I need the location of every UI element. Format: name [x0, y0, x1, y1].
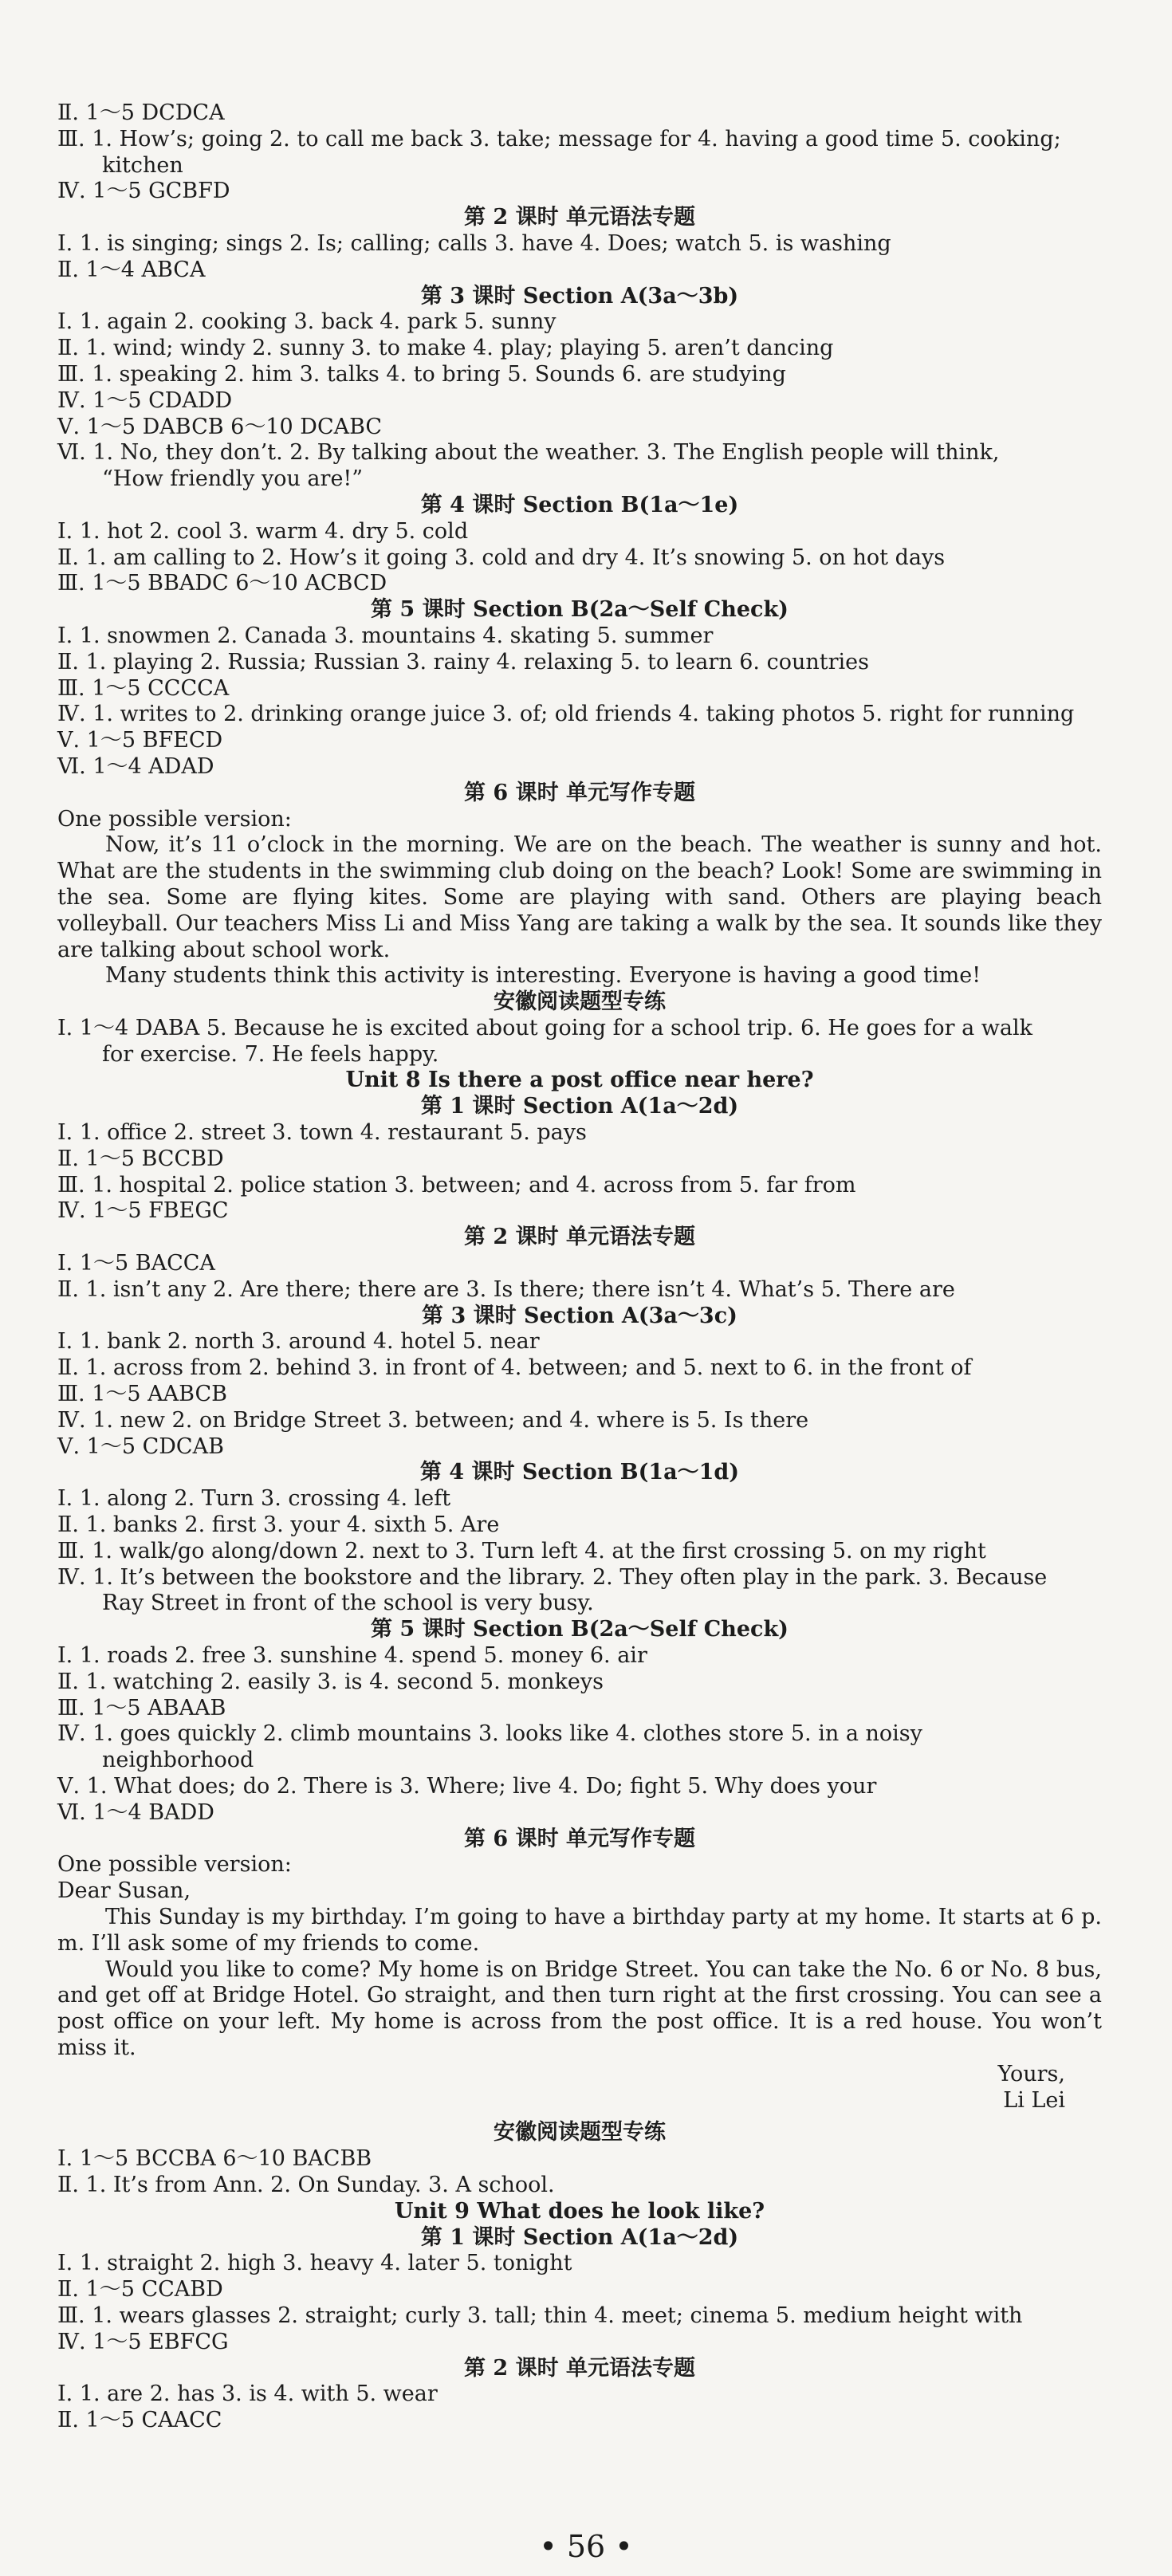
section-heading: 安徽阅读题型专练	[494, 2120, 666, 2145]
section-heading: 第 6 课时 单元写作专题	[464, 780, 695, 805]
answer-key-page	[57, 100, 1102, 2434]
essay-paragraph: Now, it’s 11 o’clock in the morning. We are on the beach. The weather is sunny and hot. What are the students in the swimming club doing on the beach? Look! Some are swimming in the sea. Some are flying kites. Some are playing with sand. Others are playing beach volleyball. Our teachers Miss Li and Miss Yang are taking a walk by the sea. It sounds like they are talking about school work.	[57, 832, 1102, 962]
answer-line: Ⅰ. 1. snowmen 2. Canada 3. mountains 4. skating 5. summer	[57, 623, 714, 648]
answer-line: One possible version:	[57, 1852, 292, 1878]
answer-line: Ⅱ. 1～5 BCCBD	[57, 1146, 224, 1171]
answer-line: Li Lei	[1003, 2087, 1065, 2113]
answer-line: Ⅱ. 1. playing 2. Russia; Russian 3. rainy 4. relaxing 5. to learn 6. countries	[57, 649, 869, 674]
section-heading: 第 5 课时 Section B(2a～Self Check)	[371, 597, 789, 623]
answer-line: Ⅳ. 1. new 2. on Bridge Street 3. between; and 4. where is 5. Is there	[57, 1407, 809, 1433]
answer-line: Ⅱ. 1. isn’t any 2. Are there; there are 3. Is there; there isn’t 4. What’s 5. There are	[57, 1276, 955, 1302]
answer-line: Ⅱ. 1. am calling to 2. How’s it going 3. cold and dry 4. It’s snowing 5. on hot days	[57, 545, 946, 570]
answer-line: Ⅴ. 1～5 CDCAB	[57, 1434, 224, 1459]
answer-line: Ⅰ. 1. are 2. has 3. is 4. with 5. wear	[57, 2381, 438, 2407]
answer-line: Ⅲ. 1～5 ABAAB	[57, 1695, 226, 1721]
answer-line: Ⅰ. 1～5 BCCBA 6～10 BACBB	[57, 2146, 372, 2172]
essay-paragraph: Many students think this activity is interesting. Everyone is having a good time!	[105, 963, 981, 989]
answer-line: “How friendly you are!”	[102, 466, 364, 492]
answer-line: Ⅴ. 1～5 BFECD	[57, 728, 223, 753]
section-heading: 第 3 课时 Section A(3a～3c)	[422, 1303, 737, 1328]
answer-line: Ⅳ. 1. goes quickly 2. climb mountains 3. looks like 4. clothes store 5. in a noisy	[57, 1721, 922, 1747]
answer-line: Ⅲ. 1. wears glasses 2. straight; curly 3. tall; thin 4. meet; cinema 5. medium height with	[57, 2303, 1023, 2328]
answer-line: Ⅳ. 1～5 CDADD	[57, 387, 233, 413]
answer-line: for exercise. 7. He feels happy.	[102, 1041, 439, 1067]
answer-line: Ⅲ. 1. walk/go along/down 2. next to 3. Turn left 4. at the first crossing 5. on my right	[57, 1538, 986, 1563]
section-heading: Unit 9 What does he look like?	[394, 2198, 765, 2224]
answer-line: Ⅰ. 1. is singing; sings 2. Is; calling; calls 3. have 4. Does; watch 5. is washing	[57, 230, 891, 256]
answer-line: Ⅳ. 1. writes to 2. drinking orange juice 3. of; old friends 4. taking photos 5. right for running	[57, 702, 1075, 727]
answer-line: Ⅱ. 1. across from 2. behind 3. in front of 4. between; and 5. next to 6. in the front of	[57, 1355, 972, 1381]
section-heading: 第 6 课时 单元写作专题	[464, 1826, 695, 1851]
section-heading: 第 4 课时 Section B(1a～1e)	[420, 492, 739, 517]
answer-line: Ⅵ. 1～4 ADAD	[57, 753, 214, 779]
answer-line: Ⅳ. 1～5 FBEGC	[57, 1198, 229, 1224]
answer-line: Ⅴ. 1. What does; do 2. There is 3. Where; live 4. Do; fight 5. Why does your	[57, 1774, 877, 1799]
answer-line: kitchen	[102, 152, 183, 178]
section-heading: 第 2 课时 单元语法专题	[464, 2355, 695, 2381]
answer-line: Ⅰ. 1. bank 2. north 3. around 4. hotel 5. near	[57, 1329, 540, 1355]
answer-line: Ⅳ. 1～5 GCBFD	[57, 179, 230, 204]
answer-line: neighborhood	[102, 1748, 254, 1773]
answer-line: Ⅱ. 1. banks 2. first 3. your 4. sixth 5. Are	[57, 1512, 500, 1538]
section-heading: Unit 8 Is there a post office near here?	[345, 1068, 814, 1093]
answer-line: Ⅰ. 1. straight 2. high 3. heavy 4. later 5. tonight	[57, 2251, 572, 2276]
answer-line: Ⅱ. 1. It’s from Ann. 2. On Sunday. 3. A school.	[57, 2172, 555, 2197]
answer-line: Ⅲ. 1. How’s; going 2. to call me back 3. take; message for 4. having a good time 5. cooking;	[57, 126, 1061, 151]
section-heading: 第 2 课时 单元语法专题	[464, 205, 695, 230]
answer-line: Ⅳ. 1. It’s between the bookstore and the library. 2. They often play in the park. 3. Because	[57, 1564, 1048, 1590]
answer-line: Ⅰ. 1～4 DABA 5. Because he is excited about going for a school trip. 6. He goes for a walk	[57, 1015, 1032, 1040]
section-heading: 第 3 课时 Section A(3a～3b)	[420, 283, 739, 309]
answer-line: Ⅱ. 1～5 CCABD	[57, 2277, 223, 2303]
page-number: • 56 •	[539, 2529, 633, 2564]
answer-line: Ⅱ. 1～4 ABCA	[57, 257, 206, 282]
answer-line: Yours,	[997, 2061, 1065, 2086]
answer-line: Ⅲ. 1～5 AABCB	[57, 1382, 227, 1407]
answer-line: Dear Susan,	[57, 1878, 191, 1904]
answer-line: Ray Street in front of the school is very busy.	[102, 1591, 594, 1616]
answer-line: Ⅰ. 1. office 2. street 3. town 4. restaurant 5. pays	[57, 1120, 587, 1146]
section-heading: 第 1 课时 Section A(1a～2d)	[420, 2224, 739, 2250]
answer-line: Ⅲ. 1～5 BBADC 6～10 ACBCD	[57, 571, 387, 596]
answer-line: Ⅰ. 1～5 BACCA	[57, 1251, 215, 1276]
essay-paragraph: This Sunday is my birthday. I’m going to have a birthday party at my home. It starts at 6 p. m. I’ll ask some of my friends to come.	[57, 1904, 1102, 1956]
answer-line: Ⅲ. 1～5 CCCCA	[57, 675, 230, 701]
answer-line: Ⅱ. 1～5 DCDCA	[57, 100, 225, 125]
answer-line: One possible version:	[57, 806, 292, 832]
section-heading: 第 1 课时 Section A(1a～2d)	[420, 1094, 739, 1119]
answer-line: Ⅰ. 1. again 2. cooking 3. back 4. park 5. sunny	[57, 309, 557, 335]
answer-line: Ⅰ. 1. along 2. Turn 3. crossing 4. left	[57, 1486, 451, 1512]
answer-line: Ⅳ. 1～5 EBFCG	[57, 2329, 229, 2354]
answer-line: Ⅱ. 1. watching 2. easily 3. is 4. second 5. monkeys	[57, 1669, 604, 1694]
answer-line: Ⅵ. 1. No, they don’t. 2. By talking about the weather. 3. The English people will think,	[57, 440, 1000, 466]
answer-line: Ⅰ. 1. hot 2. cool 3. warm 4. dry 5. cold	[57, 518, 469, 544]
section-heading: 第 5 课时 Section B(2a～Self Check)	[371, 1617, 789, 1642]
essay-paragraph: Would you like to come? My home is on Bridge Street. You can take the No. 6 or No. 8 bus, and get off at Bridge Hotel. Go straight, and then turn right at the first crossing. You can see a post office on your left. My home is across from the post office. It is a red house. You won’t miss it.	[57, 1957, 1102, 2060]
section-heading: 第 4 课时 Section B(1a～1d)	[419, 1460, 740, 1485]
section-heading: 安徽阅读题型专练	[494, 989, 666, 1015]
answer-line: Ⅵ. 1～4 BADD	[57, 1799, 214, 1825]
answer-line: Ⅴ. 1～5 DABCB 6～10 DCABC	[57, 414, 383, 439]
answer-line: Ⅲ. 1. hospital 2. police station 3. between; and 4. across from 5. far from	[57, 1172, 856, 1198]
answer-line: Ⅱ. 1～5 CAACC	[57, 2408, 222, 2433]
answer-line: Ⅰ. 1. roads 2. free 3. sunshine 4. spend 5. money 6. air	[57, 1643, 647, 1669]
answer-line: Ⅲ. 1. speaking 2. him 3. talks 4. to bring 5. Sounds 6. are studying	[57, 361, 786, 387]
section-heading: 第 2 课时 单元语法专题	[464, 1225, 695, 1250]
answer-line: Ⅱ. 1. wind; windy 2. sunny 3. to make 4. play; playing 5. aren’t dancing	[57, 336, 834, 361]
